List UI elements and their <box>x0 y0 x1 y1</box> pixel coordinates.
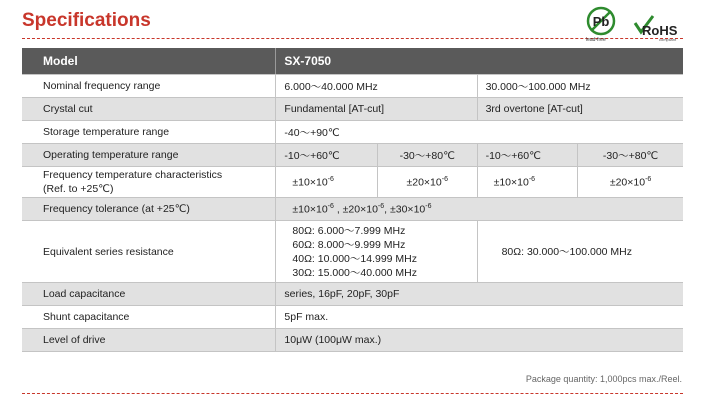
value-exponent: -6 <box>441 175 448 183</box>
row-value: Fundamental [AT-cut] <box>276 98 477 121</box>
value-exponent: -6 <box>327 175 334 183</box>
row-value: 5pF max. <box>276 306 683 329</box>
table-header-row <box>22 48 683 75</box>
rohs-label: RoHS <box>642 23 678 38</box>
row-label: Shunt capacitance <box>22 306 276 329</box>
row-label-line: (Ref. to +25℃) <box>43 183 114 195</box>
table-row <box>22 167 683 198</box>
row-value <box>276 167 378 198</box>
row-label: Storage temperature range <box>22 121 276 144</box>
value-exponent: -6 <box>645 175 652 183</box>
value-exponent: -6 <box>425 202 432 210</box>
value-exponent: -6 <box>327 202 334 210</box>
header-model-label: Model <box>22 48 276 75</box>
value-text: , ±20×10 <box>333 203 378 216</box>
value-text: ±10×10 <box>292 176 328 189</box>
table-row <box>22 283 683 306</box>
page-title: Specifications <box>22 10 151 31</box>
esr-line: 30Ω: 15.000～40.000 MHz <box>292 266 417 279</box>
rohs-sub-label: compliant <box>659 37 677 42</box>
row-label-line: Frequency temperature characteristics <box>43 169 223 181</box>
row-value: -10～+60℃ <box>276 144 378 167</box>
row-label: Operating temperature range <box>22 144 276 167</box>
lead-free-symbol: Pb <box>592 14 610 29</box>
row-value <box>578 167 683 198</box>
row-value: 30.000～100.000 MHz <box>477 75 683 98</box>
row-value <box>276 221 477 283</box>
bottom-divider <box>22 393 683 394</box>
value-text: ±10×10 <box>493 176 529 189</box>
table-row <box>22 306 683 329</box>
row-label <box>22 167 276 198</box>
row-label: Nominal frequency range <box>22 75 276 98</box>
row-value <box>477 167 578 198</box>
row-value: 6.000～40.000 MHz <box>276 75 477 98</box>
row-value: -40～+90℃ <box>276 121 683 144</box>
value-text: ±20×10 <box>609 176 646 189</box>
package-quantity-note: Package quantity: 1,000pcs max./Reel. <box>525 374 682 384</box>
row-value: 80Ω: 30.000～100.000 MHz <box>477 221 683 283</box>
table-row <box>22 144 683 167</box>
value-exponent: -6 <box>377 202 385 210</box>
table-row <box>22 121 683 144</box>
row-value: 3rd overtone [AT-cut] <box>477 98 683 121</box>
lead-free-caption: lead-free <box>586 37 606 43</box>
row-label: Equivalent series resistance <box>22 221 276 283</box>
value-text: ±10×10 <box>292 203 328 216</box>
header-model-value: SX-7050 <box>276 48 683 75</box>
rohs-icon <box>633 14 685 42</box>
specifications-table <box>22 48 683 352</box>
row-label: Level of drive <box>22 329 276 352</box>
row-value: series, 16pF, 20pF, 30pF <box>276 283 683 306</box>
table-row <box>22 221 683 283</box>
value-text: ±20×10 <box>406 176 442 189</box>
esr-line: 60Ω: 8.000～9.999 MHz <box>292 238 406 251</box>
table-row <box>22 329 683 352</box>
value-text: , ±30×10 <box>384 203 426 216</box>
table-row <box>22 98 683 121</box>
row-label: Frequency tolerance (at +25℃) <box>22 198 276 221</box>
row-value: -10～+60℃ <box>477 144 578 167</box>
row-value <box>377 167 477 198</box>
esr-line: 80Ω: 6.000～7.999 MHz <box>292 224 406 237</box>
row-value: -30～+80℃ <box>578 144 683 167</box>
row-label: Load capacitance <box>22 283 276 306</box>
row-value <box>276 198 683 221</box>
value-exponent: -6 <box>528 175 536 183</box>
table-row <box>22 75 683 98</box>
table-row <box>22 198 683 221</box>
row-value: 10μW (100μW max.) <box>276 329 683 352</box>
row-label: Crystal cut <box>22 98 276 121</box>
esr-line: 40Ω: 10.000～14.999 MHz <box>292 252 417 265</box>
row-value: -30～+80℃ <box>377 144 477 167</box>
